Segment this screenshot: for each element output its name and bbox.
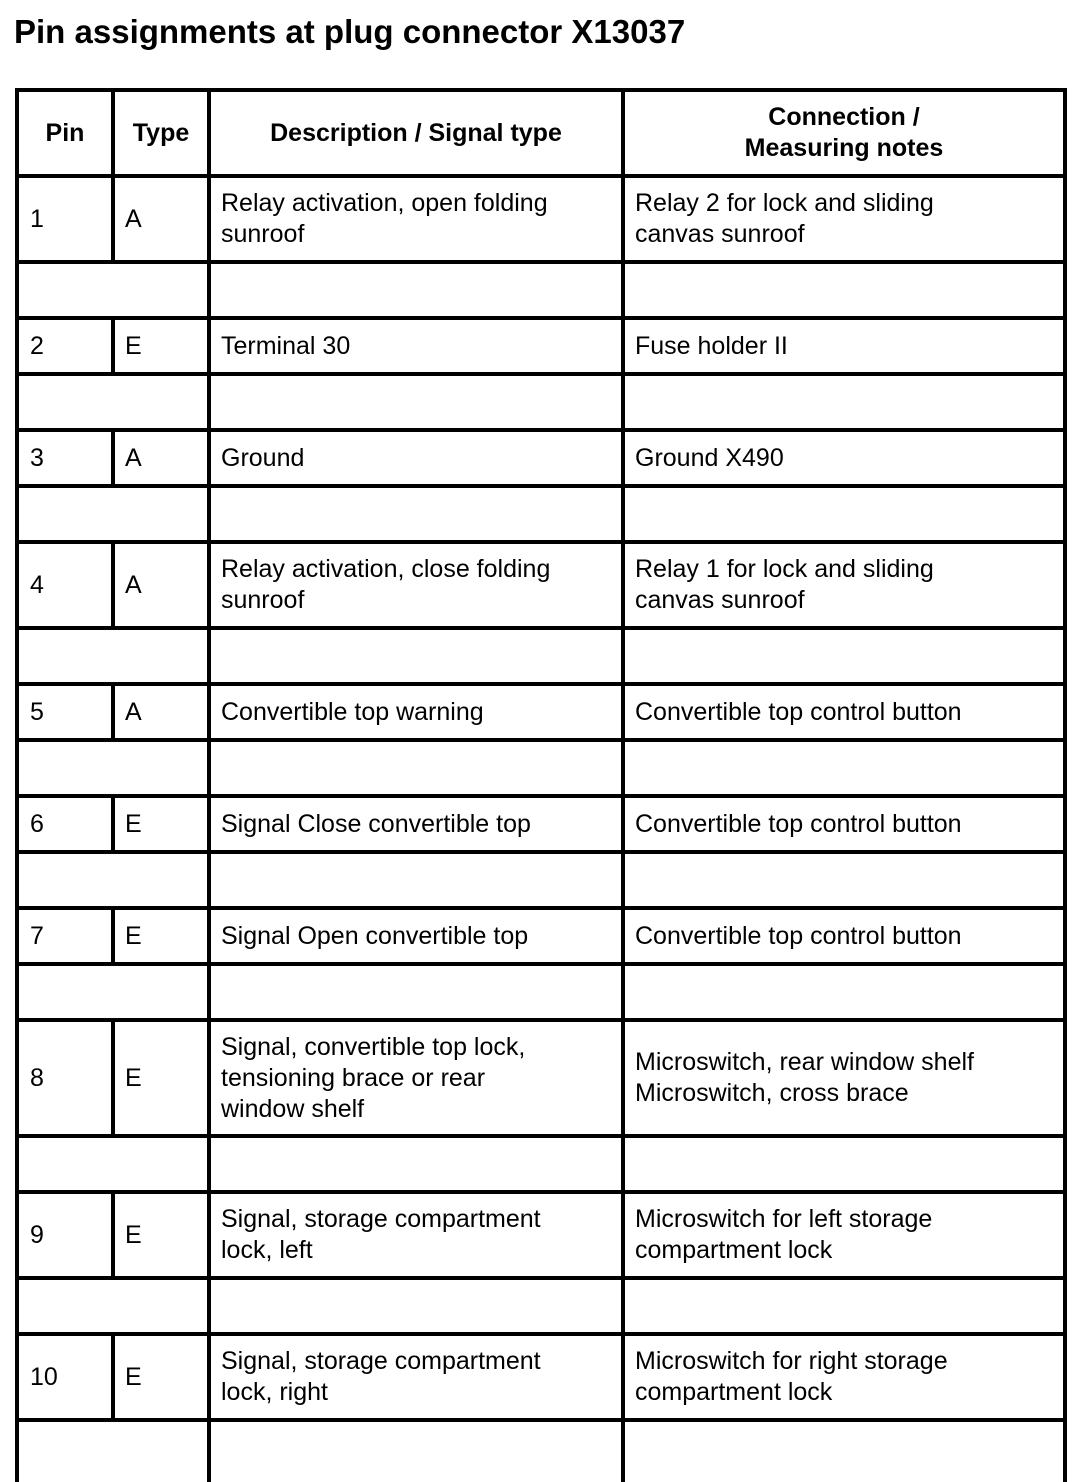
cell-description xyxy=(209,1192,623,1278)
spacer-cell xyxy=(17,262,209,318)
description-line: Signal Open convertible top xyxy=(221,921,529,950)
spacer-row xyxy=(17,486,1065,542)
spacer-cell xyxy=(209,262,623,318)
spacer-cell xyxy=(17,852,209,908)
spacer-cell xyxy=(17,374,209,430)
cell-description xyxy=(209,796,623,852)
spacer-cell xyxy=(623,852,1065,908)
header-type: Type xyxy=(113,90,209,176)
spacer-cell xyxy=(209,964,623,1020)
spacer-row xyxy=(17,628,1065,684)
cell-notes xyxy=(623,542,1065,628)
cell-notes xyxy=(623,796,1065,852)
spacer-cell xyxy=(623,374,1065,430)
spacer-cell xyxy=(623,1420,1065,1482)
cell-pin: 9 xyxy=(17,1192,113,1278)
table-row xyxy=(17,542,1065,628)
spacer-cell xyxy=(623,262,1065,318)
spacer-row xyxy=(17,262,1065,318)
cell-description xyxy=(209,318,623,374)
header-notes xyxy=(623,90,1065,176)
spacer-row xyxy=(17,374,1065,430)
spacer-cell xyxy=(17,740,209,796)
notes-line: Fuse holder II xyxy=(635,331,788,360)
cell-description xyxy=(209,1020,623,1136)
notes-line: Convertible top control button xyxy=(635,809,962,838)
description-line: Signal, storage compartment xyxy=(221,1205,541,1233)
table-row xyxy=(17,684,1065,740)
description-line: Signal, storage compartment xyxy=(221,1347,541,1375)
header-notes-line: Measuring notes xyxy=(744,134,944,162)
cell-pin: 5 xyxy=(17,684,113,740)
description-line: window shelf xyxy=(221,1094,365,1123)
table-row xyxy=(17,1334,1065,1420)
spacer-cell xyxy=(623,964,1065,1020)
cell-type: A xyxy=(113,176,209,262)
cell-notes xyxy=(623,684,1065,740)
notes-line: canvas sunroof xyxy=(635,586,805,614)
notes-line: Microswitch, rear window shelf xyxy=(635,1048,974,1076)
notes-line: Microswitch, cross brace xyxy=(635,1079,909,1107)
description-line: lock, left xyxy=(221,1236,313,1264)
table-row xyxy=(17,176,1065,262)
description-line: tensioning brace or rear xyxy=(221,1063,486,1092)
notes-line: Microswitch for right storage xyxy=(635,1347,948,1375)
cell-notes xyxy=(623,1192,1065,1278)
cell-pin: 3 xyxy=(17,430,113,486)
description-line: Relay activation, open folding xyxy=(221,189,548,217)
page-title: Pin assignments at plug connector X13037 xyxy=(14,13,686,50)
header-notes-line: Connection / xyxy=(768,103,920,131)
table-header-row xyxy=(17,90,1065,176)
spacer-row xyxy=(17,1420,1065,1482)
spacer-cell xyxy=(623,740,1065,796)
cell-type: E xyxy=(113,318,209,374)
spacer-cell xyxy=(17,1420,209,1482)
description-line: Convertible top warning xyxy=(221,697,484,726)
spacer-cell xyxy=(17,1136,209,1192)
pin-assignment-table xyxy=(15,88,1067,1482)
cell-type: E xyxy=(113,908,209,964)
spacer-cell xyxy=(209,852,623,908)
spacer-row xyxy=(17,964,1065,1020)
description-line: Ground xyxy=(221,443,305,472)
description-line: sunroof xyxy=(221,220,305,248)
spacer-cell xyxy=(209,740,623,796)
cell-description xyxy=(209,176,623,262)
cell-pin: 2 xyxy=(17,318,113,374)
spacer-cell xyxy=(209,628,623,684)
spacer-cell xyxy=(17,964,209,1020)
cell-description xyxy=(209,1334,623,1420)
cell-type: E xyxy=(113,796,209,852)
cell-pin: 10 xyxy=(17,1334,113,1420)
cell-notes xyxy=(623,176,1065,262)
cell-pin: 1 xyxy=(17,176,113,262)
cell-type: A xyxy=(113,430,209,486)
cell-pin: 8 xyxy=(17,1020,113,1136)
spacer-cell xyxy=(209,1278,623,1334)
table-row xyxy=(17,430,1065,486)
notes-line: Microswitch for left storage xyxy=(635,1205,933,1233)
spacer-row xyxy=(17,740,1065,796)
notes-line: Relay 1 for lock and sliding xyxy=(635,555,934,583)
cell-pin: 7 xyxy=(17,908,113,964)
description-line: Terminal 30 xyxy=(221,331,351,360)
description-line: Relay activation, close folding xyxy=(221,555,551,583)
table-row xyxy=(17,796,1065,852)
table-row xyxy=(17,1020,1065,1136)
cell-notes xyxy=(623,1020,1065,1136)
notes-line: Convertible top control button xyxy=(635,697,962,726)
table-row xyxy=(17,1192,1065,1278)
cell-description xyxy=(209,908,623,964)
spacer-cell xyxy=(209,1420,623,1482)
notes-line: canvas sunroof xyxy=(635,220,805,248)
notes-line: compartment lock xyxy=(635,1378,833,1406)
cell-description xyxy=(209,542,623,628)
description-line: Signal Close convertible top xyxy=(221,809,531,838)
header-pin: Pin xyxy=(17,90,113,176)
cell-type: E xyxy=(113,1334,209,1420)
cell-notes xyxy=(623,318,1065,374)
cell-pin: 4 xyxy=(17,542,113,628)
notes-line: Relay 2 for lock and sliding xyxy=(635,189,934,217)
cell-description xyxy=(209,430,623,486)
spacer-row xyxy=(17,852,1065,908)
cell-pin: 6 xyxy=(17,796,113,852)
spacer-cell xyxy=(17,628,209,684)
description-line: sunroof xyxy=(221,586,305,614)
cell-notes xyxy=(623,1334,1065,1420)
header-description: Description / Signal type xyxy=(209,90,623,176)
notes-line: Ground X490 xyxy=(635,443,784,472)
spacer-cell xyxy=(623,486,1065,542)
cell-type: A xyxy=(113,542,209,628)
spacer-row xyxy=(17,1278,1065,1334)
spacer-row xyxy=(17,1136,1065,1192)
cell-description xyxy=(209,684,623,740)
spacer-cell xyxy=(17,1278,209,1334)
spacer-cell xyxy=(623,1278,1065,1334)
notes-line: compartment lock xyxy=(635,1236,833,1264)
table-row xyxy=(17,318,1065,374)
spacer-cell xyxy=(17,486,209,542)
description-line: lock, right xyxy=(221,1378,328,1406)
spacer-cell xyxy=(623,1136,1065,1192)
notes-line: Convertible top control button xyxy=(635,921,962,950)
cell-notes xyxy=(623,908,1065,964)
table-row xyxy=(17,908,1065,964)
table-body xyxy=(17,176,1065,1482)
cell-type: E xyxy=(113,1192,209,1278)
spacer-cell xyxy=(209,1136,623,1192)
description-line: Signal, convertible top lock, xyxy=(221,1032,526,1061)
spacer-cell xyxy=(209,374,623,430)
spacer-cell xyxy=(623,628,1065,684)
spacer-cell xyxy=(209,486,623,542)
cell-type: A xyxy=(113,684,209,740)
cell-type: E xyxy=(113,1020,209,1136)
cell-notes xyxy=(623,430,1065,486)
